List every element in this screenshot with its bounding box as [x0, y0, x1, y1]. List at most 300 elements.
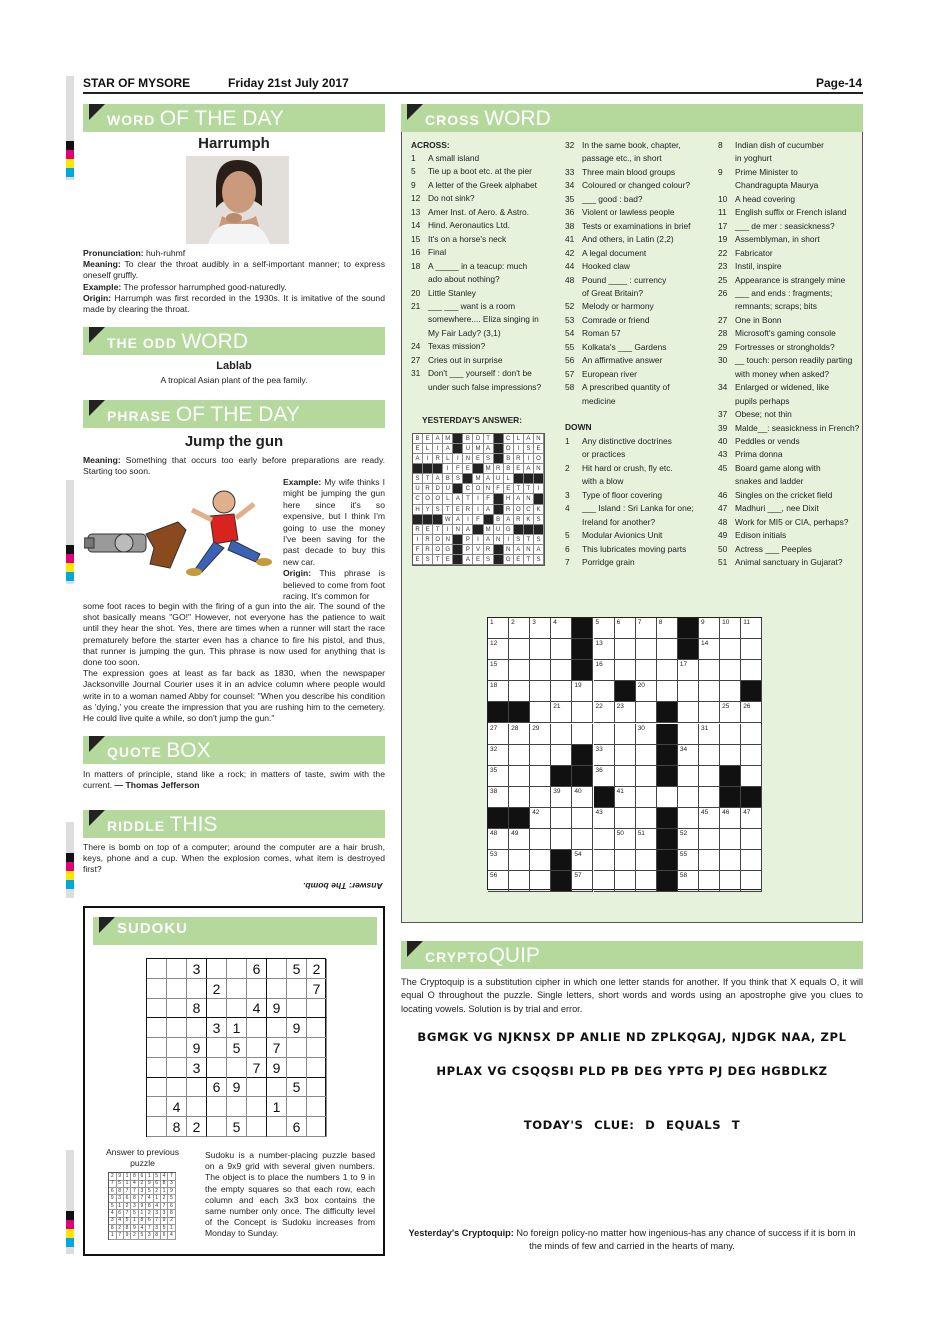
sudoku-cell[interactable] [207, 1038, 227, 1058]
crossword-cell[interactable] [699, 787, 720, 808]
crossword-cell[interactable] [636, 787, 657, 808]
crossword-cell[interactable] [615, 681, 636, 702]
crossword-cell[interactable] [572, 702, 593, 723]
crossword-cell[interactable]: 48 [488, 829, 509, 850]
crossword-cell[interactable]: 33 [594, 745, 615, 766]
crossword-cell[interactable]: 56 [488, 871, 509, 892]
crossword-cell[interactable] [509, 808, 530, 829]
crossword-cell[interactable]: 36 [594, 766, 615, 787]
crossword-cell[interactable]: 49 [509, 829, 530, 850]
crossword-cell[interactable] [615, 639, 636, 660]
crossword-cell[interactable] [509, 766, 530, 787]
clue-line: 3 Type of floor covering [565, 489, 663, 500]
sudoku-cell[interactable]: 9 [227, 1077, 247, 1097]
sudoku-cell[interactable]: 2 [207, 979, 227, 999]
sudoku-cell[interactable] [307, 1077, 327, 1097]
sudoku-cell[interactable]: 7 [247, 1058, 267, 1078]
sudoku-cell[interactable]: 3 [207, 1018, 227, 1038]
sudoku-cell[interactable]: 2 [187, 1117, 207, 1137]
sudoku-cell[interactable]: 3 [187, 959, 207, 979]
sudoku-cell[interactable] [267, 979, 287, 999]
sudoku-cell[interactable] [247, 1117, 267, 1137]
sudoku-cell[interactable] [147, 1097, 167, 1117]
crossword-cell[interactable] [509, 702, 530, 723]
crossword-cell[interactable]: 32 [488, 745, 509, 766]
sudoku-cell[interactable]: 1 [267, 1097, 287, 1117]
crossword-cell[interactable] [678, 681, 699, 702]
crossword-cell[interactable]: 46 [720, 808, 741, 829]
crossword-cell[interactable] [720, 745, 741, 766]
sudoku-cell[interactable] [207, 1097, 227, 1117]
crossword-cell[interactable] [699, 766, 720, 787]
crossword-cell[interactable] [636, 639, 657, 660]
sudoku-cell[interactable] [187, 1077, 207, 1097]
swatch-yellow [66, 871, 74, 880]
clue-line: 34 Coloured or changed colour? [565, 180, 691, 191]
sudoku-cell[interactable]: 9 [187, 1038, 207, 1058]
sudoku-answer-label: Answer to previous puzzle [105, 1147, 180, 1169]
crossword-cell[interactable] [594, 871, 615, 892]
crossword-cell[interactable] [678, 808, 699, 829]
sudoku-cell[interactable] [227, 998, 247, 1018]
crossword-cell[interactable] [657, 850, 678, 871]
sudoku-cell[interactable] [227, 979, 247, 999]
crossword-cell[interactable]: 54 [572, 850, 593, 871]
sudoku-cell[interactable] [167, 979, 187, 999]
sudoku-cell[interactable] [227, 1058, 247, 1078]
crossword-cell[interactable] [678, 724, 699, 745]
sudoku-cell[interactable]: 8 [167, 1117, 187, 1137]
crossword-cell[interactable] [551, 871, 572, 892]
crossword-cell[interactable] [699, 681, 720, 702]
crossword-cell[interactable]: 53 [488, 850, 509, 871]
crossword-cell[interactable] [551, 681, 572, 702]
crossword-cell[interactable] [657, 745, 678, 766]
sudoku-cell[interactable]: 7 [267, 1038, 287, 1058]
sudoku-cell[interactable]: 5 [287, 959, 307, 979]
crossword-cell[interactable]: 13 [594, 639, 615, 660]
crossword-cell[interactable] [699, 871, 720, 892]
crossword-cell[interactable] [551, 724, 572, 745]
sudoku-cell[interactable]: 9 [267, 998, 287, 1018]
crossword-cell[interactable] [594, 681, 615, 702]
crossword-cell[interactable] [530, 660, 551, 681]
crossword-cell[interactable] [509, 871, 530, 892]
answer-cell: E [504, 484, 514, 494]
sudoku-cell[interactable]: 3 [187, 1058, 207, 1078]
crossword-cell[interactable] [530, 681, 551, 702]
crossword-cell[interactable]: 23 [615, 702, 636, 723]
sudoku-cell[interactable] [167, 998, 187, 1018]
crossword-cell[interactable] [636, 766, 657, 787]
crossword-cell[interactable] [572, 766, 593, 787]
crossword-cell[interactable] [509, 681, 530, 702]
crossword-cell[interactable]: 26 [741, 702, 762, 723]
crossword-cell[interactable]: 43 [594, 808, 615, 829]
crossword-cell[interactable]: 39 [551, 787, 572, 808]
crossword-cell[interactable] [657, 871, 678, 892]
sudoku-cell[interactable]: 6 [207, 1077, 227, 1097]
crossword-cell[interactable] [572, 660, 593, 681]
sudoku-cell[interactable] [147, 979, 167, 999]
sudoku-cell[interactable] [167, 1018, 187, 1038]
crossword-cell[interactable] [720, 850, 741, 871]
crossword-cell[interactable] [699, 829, 720, 850]
crossword-cell[interactable]: 16 [594, 660, 615, 681]
crossword-cell[interactable] [720, 639, 741, 660]
clue-line: 43 Prima donna [718, 449, 783, 460]
crossword-cell[interactable] [509, 850, 530, 871]
sudoku-cell[interactable] [307, 1058, 327, 1078]
crossword-cell[interactable]: 28 [509, 724, 530, 745]
sudoku-cell[interactable] [147, 998, 167, 1018]
crossword-cell[interactable] [509, 787, 530, 808]
sudoku-cell[interactable] [287, 979, 307, 999]
sudoku-cell[interactable] [207, 998, 227, 1018]
crossword-cell[interactable] [636, 850, 657, 871]
crossword-cell[interactable] [594, 787, 615, 808]
crossword-cell[interactable] [741, 660, 762, 681]
sudoku-cell[interactable]: 9 [267, 1058, 287, 1078]
crossword-cell[interactable] [678, 702, 699, 723]
sudoku-prev-cell: 3 [139, 1188, 147, 1196]
phrase-band: PHRASE OF THE DAY [83, 400, 385, 428]
crossword-cell[interactable] [551, 850, 572, 871]
crossword-cell[interactable]: 34 [678, 745, 699, 766]
sudoku-cell[interactable] [147, 959, 167, 979]
crossword-cell[interactable] [741, 787, 762, 808]
crossword-cell[interactable]: 17 [678, 660, 699, 681]
sudoku-prev-cell: 2 [116, 1225, 124, 1233]
sudoku-cell[interactable]: 5 [227, 1038, 247, 1058]
crossword-cell[interactable] [678, 618, 699, 639]
sudoku-cell[interactable] [307, 1117, 327, 1137]
sudoku-cell[interactable] [147, 1117, 167, 1137]
answer-cell: T [484, 434, 494, 444]
crossword-cell[interactable] [657, 766, 678, 787]
crossword-cell[interactable] [509, 639, 530, 660]
sudoku-cell[interactable] [287, 1058, 307, 1078]
sudoku-cell[interactable] [167, 959, 187, 979]
crossword-cell[interactable]: 1 [488, 618, 509, 639]
crossword-cell[interactable] [657, 639, 678, 660]
answer-cell [494, 555, 504, 565]
sudoku-cell[interactable]: 5 [287, 1077, 307, 1097]
crossword-cell[interactable] [741, 850, 762, 871]
swatch-magenta [66, 554, 74, 563]
crossword-cell[interactable] [657, 787, 678, 808]
sudoku-prev-cell: 7 [168, 1173, 176, 1181]
crossword-cell[interactable] [720, 829, 741, 850]
crossword-cell[interactable] [530, 787, 551, 808]
crossword-cell[interactable] [509, 660, 530, 681]
crossword-cell[interactable]: 6 [615, 618, 636, 639]
sudoku-cell[interactable] [287, 998, 307, 1018]
crossword-cell[interactable] [509, 745, 530, 766]
crossword-cell[interactable]: 20 [636, 681, 657, 702]
sudoku-previous-answer [108, 1172, 176, 1240]
sudoku-cell[interactable] [167, 1058, 187, 1078]
sudoku-cell[interactable] [247, 1077, 267, 1097]
crossword-cell[interactable]: 42 [530, 808, 551, 829]
answer-cell: L [514, 434, 524, 444]
crossword-cell[interactable] [530, 871, 551, 892]
crossword-cell[interactable] [530, 702, 551, 723]
crossword-cell[interactable] [488, 808, 509, 829]
across-clues-col2 [565, 139, 713, 408]
crossword-cell[interactable] [720, 766, 741, 787]
crossword-cell[interactable] [741, 681, 762, 702]
sudoku-cell[interactable]: 6 [287, 1117, 307, 1137]
crossword-cell[interactable] [551, 745, 572, 766]
sudoku-cell[interactable] [307, 1038, 327, 1058]
sudoku-cell[interactable] [227, 959, 247, 979]
answer-cell [433, 515, 443, 525]
answer-cell: A [433, 474, 443, 484]
crossword-cell[interactable] [720, 871, 741, 892]
crossword-cell[interactable]: 58 [678, 871, 699, 892]
crossword-cell[interactable] [530, 745, 551, 766]
sudoku-cell[interactable] [147, 1018, 167, 1038]
answer-cell: L [443, 494, 453, 504]
crossword-cell[interactable] [551, 639, 572, 660]
answer-cell [494, 494, 504, 504]
answer-cell: I [413, 535, 423, 545]
crossword-cell[interactable]: 21 [551, 702, 572, 723]
crossword-cell[interactable]: 12 [488, 639, 509, 660]
crossword-cell[interactable] [720, 660, 741, 681]
answer-cell: S [484, 555, 494, 565]
sudoku-prev-cell: 4 [116, 1217, 124, 1225]
crossword-cell[interactable]: 4 [551, 618, 572, 639]
crossword-cell[interactable] [657, 702, 678, 723]
answer-cell: N [453, 525, 463, 535]
crossword-cell[interactable] [720, 681, 741, 702]
crossword-cell[interactable]: 5 [594, 618, 615, 639]
crossword-cell[interactable]: 31 [699, 724, 720, 745]
crossword-cell[interactable] [530, 766, 551, 787]
crossword-cell[interactable] [530, 829, 551, 850]
crossword-cell[interactable] [615, 871, 636, 892]
crossword-cell[interactable] [594, 724, 615, 745]
answer-cell: I [524, 454, 534, 464]
sudoku-cell[interactable] [187, 979, 207, 999]
crossword-cell[interactable] [741, 871, 762, 892]
sudoku-cell[interactable] [267, 1077, 287, 1097]
crossword-cell[interactable]: 10 [720, 618, 741, 639]
sudoku-cell[interactable]: 4 [247, 998, 267, 1018]
sudoku-cell[interactable]: 5 [227, 1117, 247, 1137]
sudoku-cell[interactable]: 8 [187, 998, 207, 1018]
sudoku-cell[interactable] [247, 1038, 267, 1058]
crossword-cell[interactable] [741, 724, 762, 745]
crossword-cell[interactable]: 3 [530, 618, 551, 639]
crossword-cell[interactable] [741, 829, 762, 850]
crossword-cell[interactable] [572, 618, 593, 639]
answer-cell: T [423, 474, 433, 484]
cryptoquip-intro: The Cryptoquip is a substitution cipher in which one letter stands for another. If you think that X equals O, it will equal O throughout the puzzle. Single letters, short words and words using an apostrophe give you clues to locating vowels. Solution is by trial and error. [401, 977, 863, 1014]
answer-cell: E [534, 444, 544, 454]
crossword-cell[interactable] [678, 787, 699, 808]
crossword-cell[interactable]: 25 [720, 702, 741, 723]
sudoku-cell[interactable] [167, 1077, 187, 1097]
crossword-cell[interactable] [615, 850, 636, 871]
sudoku-cell[interactable] [267, 959, 287, 979]
crossword-cell[interactable] [657, 681, 678, 702]
crossword-cell[interactable] [657, 724, 678, 745]
crossword-cell[interactable] [741, 639, 762, 660]
crossword-cell[interactable] [615, 808, 636, 829]
crossword-cell[interactable]: 15 [488, 660, 509, 681]
crossword-cell[interactable]: 8 [657, 618, 678, 639]
crossword-cell[interactable] [678, 766, 699, 787]
crossword-cell[interactable] [572, 639, 593, 660]
crossword-cell[interactable] [572, 808, 593, 829]
odd-word-title: Lablab [216, 360, 252, 372]
crossword-cell[interactable] [615, 766, 636, 787]
crossword-cell[interactable]: 18 [488, 681, 509, 702]
crossword-cell[interactable]: 38 [488, 787, 509, 808]
answer-cell [453, 555, 463, 565]
crossword-cell[interactable] [741, 766, 762, 787]
sudoku-cell[interactable] [207, 1058, 227, 1078]
crossword-cell[interactable] [551, 808, 572, 829]
answer-cell: I [443, 464, 453, 474]
crossword-cell[interactable]: 27 [488, 724, 509, 745]
sudoku-cell[interactable] [207, 1117, 227, 1137]
sudoku-cell[interactable]: 4 [167, 1097, 187, 1117]
crossword-cell[interactable] [551, 766, 572, 787]
sudoku-cell[interactable] [307, 998, 327, 1018]
sudoku-cell[interactable] [147, 1077, 167, 1097]
crossword-cell[interactable]: 14 [699, 639, 720, 660]
crossword-cell[interactable]: 47 [741, 808, 762, 829]
crossword-cell[interactable]: 52 [678, 829, 699, 850]
sudoku-cell[interactable] [227, 1097, 247, 1117]
crossword-cell[interactable] [551, 829, 572, 850]
sudoku-cell[interactable] [267, 1117, 287, 1137]
crossword-cell[interactable] [594, 850, 615, 871]
sudoku-cell[interactable] [167, 1038, 187, 1058]
crossword-cell[interactable] [678, 639, 699, 660]
crossword-cell[interactable] [594, 829, 615, 850]
crossword-cell[interactable]: 50 [615, 829, 636, 850]
sudoku-cell[interactable] [147, 1058, 167, 1078]
crossword-cell[interactable] [657, 829, 678, 850]
crossword-cell[interactable]: 55 [678, 850, 699, 871]
sudoku-prev-cell: 4 [146, 1195, 154, 1203]
answer-cell: T [524, 555, 534, 565]
crossword-cell[interactable] [699, 850, 720, 871]
crossword-cell[interactable] [488, 702, 509, 723]
sudoku-prev-cell: 5 [153, 1173, 161, 1181]
sudoku-cell[interactable] [247, 1097, 267, 1117]
answer-cell: N [524, 494, 534, 504]
sudoku-cell[interactable] [147, 1038, 167, 1058]
crossword-cell[interactable] [615, 745, 636, 766]
crossword-cell[interactable] [572, 745, 593, 766]
sudoku-cell[interactable]: 1 [227, 1018, 247, 1038]
clue-line: in yoghurt [735, 153, 772, 164]
sudoku-prev-cell: 2 [161, 1195, 169, 1203]
sudoku-cell[interactable]: 7 [307, 979, 327, 999]
crossword-cell[interactable] [699, 745, 720, 766]
crossword-cell[interactable]: 35 [488, 766, 509, 787]
crossword-cell[interactable] [720, 724, 741, 745]
sudoku-cell[interactable] [267, 1018, 287, 1038]
crossword-cell[interactable] [636, 702, 657, 723]
sudoku-cell[interactable] [207, 959, 227, 979]
crossword-cell[interactable]: 41 [615, 787, 636, 808]
sudoku-prev-cell: 7 [116, 1232, 124, 1240]
sudoku-cell[interactable] [307, 1018, 327, 1038]
crossword-cell[interactable] [720, 787, 741, 808]
sudoku-cell[interactable] [247, 979, 267, 999]
crossword-cell[interactable]: 11 [741, 618, 762, 639]
answer-cell: I [433, 444, 443, 454]
crossword-cell[interactable]: 57 [572, 871, 593, 892]
sudoku-cell[interactable] [287, 1038, 307, 1058]
sudoku-prev-cell: 8 [146, 1203, 154, 1211]
sudoku-cell[interactable]: 2 [307, 959, 327, 979]
crossword-cell[interactable]: 7 [636, 618, 657, 639]
crossword-cell[interactable]: 9 [699, 618, 720, 639]
crossword-cell[interactable]: 29 [530, 724, 551, 745]
crossword-cell[interactable] [551, 660, 572, 681]
sudoku-cell[interactable] [247, 1018, 267, 1038]
crossword-cell[interactable] [657, 808, 678, 829]
answer-cell: L [504, 474, 514, 484]
clue-line: or practices [582, 449, 626, 460]
crossword-cell[interactable] [615, 724, 636, 745]
swatch-black [66, 545, 74, 554]
answer-cell: A [484, 444, 494, 454]
sudoku-cell[interactable] [187, 1097, 207, 1117]
crossword-cell[interactable] [636, 808, 657, 829]
answer-cell: G [504, 525, 514, 535]
sudoku-cell[interactable] [287, 1097, 307, 1117]
crossword-cell[interactable]: 22 [594, 702, 615, 723]
sudoku-cell[interactable] [187, 1018, 207, 1038]
crossword-cell[interactable] [741, 745, 762, 766]
crossword-cell[interactable] [657, 660, 678, 681]
crossword-cell[interactable] [572, 724, 593, 745]
crossword-cell[interactable]: 2 [509, 618, 530, 639]
crossword-cell[interactable]: 40 [572, 787, 593, 808]
crossword-cell[interactable] [530, 639, 551, 660]
sudoku-cell[interactable]: 6 [247, 959, 267, 979]
crossword-cell[interactable] [636, 745, 657, 766]
crossword-cell[interactable] [699, 702, 720, 723]
crossword-cell[interactable]: 45 [699, 808, 720, 829]
crossword-cell[interactable] [572, 829, 593, 850]
answer-cell: I [473, 535, 483, 545]
sudoku-cell[interactable] [307, 1097, 327, 1117]
answer-cell: B [463, 434, 473, 444]
answer-cell: S [433, 505, 443, 515]
crossword-cell[interactable]: 30 [636, 724, 657, 745]
clue-line: 9 A letter of the Greek alphabet [411, 179, 537, 190]
crossword-cell[interactable]: 19 [572, 681, 593, 702]
crossword-cell[interactable] [615, 660, 636, 681]
sudoku-cell[interactable]: 9 [287, 1018, 307, 1038]
crossword-cell[interactable]: 51 [636, 829, 657, 850]
crossword-cell[interactable] [636, 871, 657, 892]
sudoku-prev-cell: 1 [124, 1180, 132, 1188]
crossword-cell[interactable] [636, 660, 657, 681]
crossword-cell[interactable] [699, 660, 720, 681]
crossword-cell[interactable] [530, 850, 551, 871]
